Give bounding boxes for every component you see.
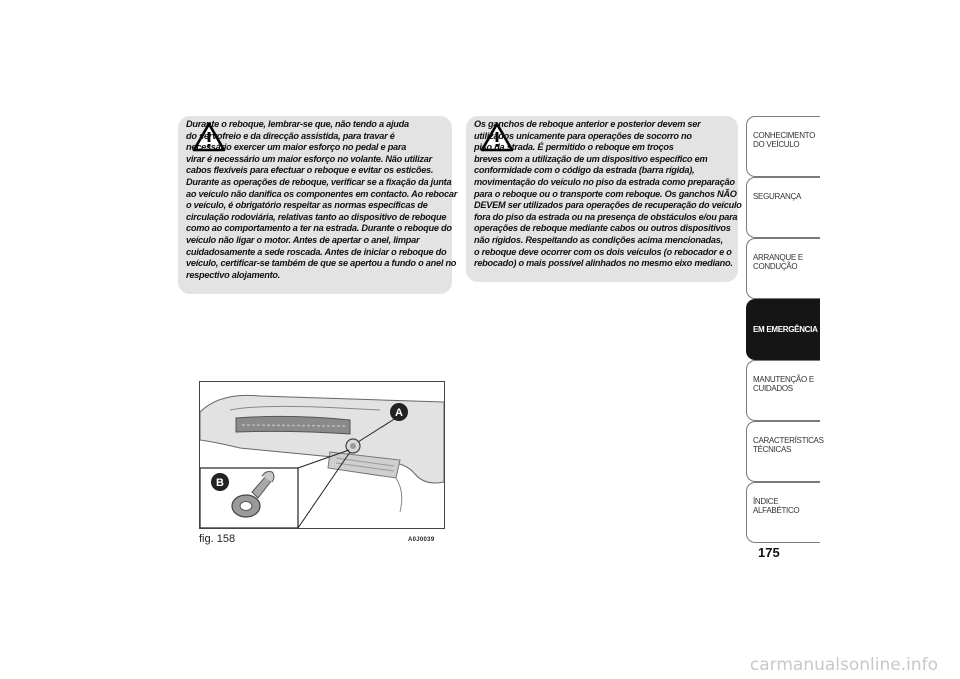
watermark: carmanualsonline.info bbox=[749, 655, 938, 675]
tab-manutencao[interactable] bbox=[746, 360, 820, 421]
page-number: 175 bbox=[758, 545, 780, 560]
warning-text-right: Os ganchos de reboque anterior e posterior devem ser utilizados unicamente para operações de socorro no piso da strada. É permitido o reboque em troços breves com a utilização de um dispositivo específico em conformidade com o código da estrada (barra rígida), movimentação do veículo no piso da estrada como preparação para o reboque ou o transporte com reboque. Os ganchos NÃO DEVEM ser utilizados para operações de recuperação do veículo fora do piso da estrada ou na presença de obstáculos e/ou para operações de reboque mediante cabos ou outros dispositivos não rígidos. Respeitando as condições acima mencionadas, o reboque deve ocorrer com os dois veículos (o rebocador e o rebocado) o mais possível alinhados no mesmo eixo mediano. bbox=[474, 119, 742, 269]
figure-code: A0J0039 bbox=[408, 537, 435, 543]
tab-label: ÍNDICE ALFABÉTICO bbox=[753, 497, 800, 515]
tab-caracteristicas[interactable] bbox=[746, 421, 824, 482]
tab-conhecimento[interactable] bbox=[746, 116, 820, 177]
warning-text-left: Durante o reboque, lembrar-se que, não tendo a ajuda do servofreio e da direcção assistida, para travar é necessário exercer um maior esforço no pedal e para virar é necessário um maior esforço no volante. Não utilizar cabos flexíveis para efectuar o reboque e evitar os esticões. Durante as operações de reboque, verificar se a fixação da junta ao veículo não danifica os componentes em contacto. Ao rebocar o veículo, é obrigatório respeitar as normas específicas de circulação rodoviária, relativas tanto ao dispositivo de reboque como ao comportamento a ter na estrada. Durante o reboque do veículo não ligar o motor. Antes de apertar o anel, limpar cuidadosamente a sede roscada. Antes de iniciar o reboque do veículo, certificar-se também de que se apertou a fundo o anel no respectivo alojamento. bbox=[186, 119, 458, 280]
tab-label: SEGURANÇA bbox=[753, 192, 801, 201]
tab-label: MANUTENÇÃO E CUIDADOS bbox=[753, 375, 814, 393]
tab-seguranca[interactable] bbox=[746, 177, 820, 238]
tab-em-emergencia[interactable] bbox=[746, 299, 820, 360]
tab-indice[interactable] bbox=[746, 482, 820, 543]
figure-tow-hook bbox=[199, 381, 445, 529]
tab-arranque[interactable] bbox=[746, 238, 820, 299]
tow-hook-illustration bbox=[200, 382, 444, 528]
warning-box-left bbox=[178, 116, 458, 294]
figure-caption: fig. 158 bbox=[199, 533, 236, 545]
warning-box-right bbox=[466, 116, 742, 282]
tab-label: ARRANQUE E CONDUÇÃO bbox=[753, 253, 803, 271]
tab-label: CARACTERÍSTICAS TÉCNICAS bbox=[753, 436, 824, 454]
tab-label: CONHECIMENTO DO VEÍCULO bbox=[753, 131, 816, 149]
tab-label: EM EMERGÊNCIA bbox=[753, 325, 818, 334]
label-a: A bbox=[395, 407, 403, 419]
label-b: B bbox=[216, 477, 224, 489]
